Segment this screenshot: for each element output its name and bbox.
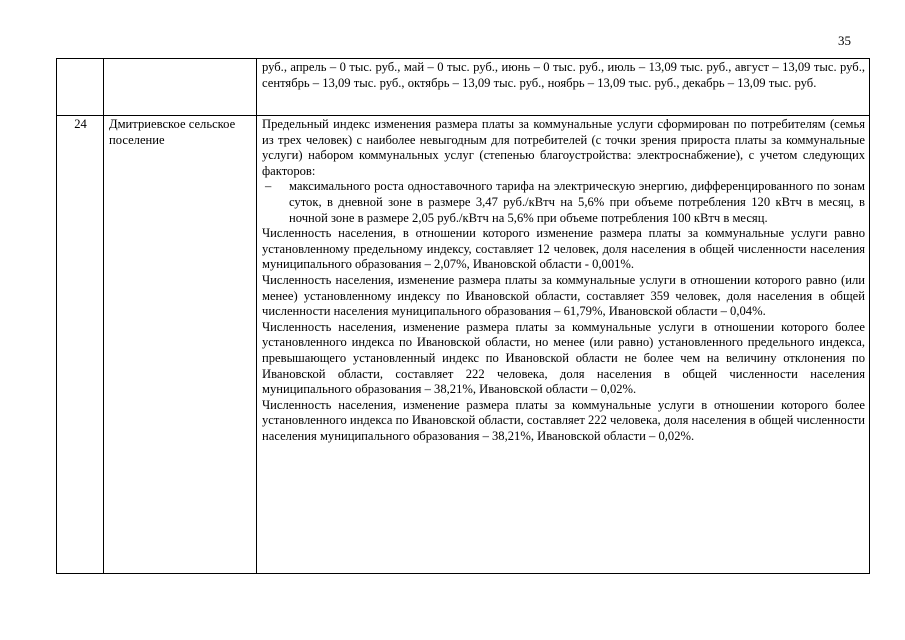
municipality-cell bbox=[104, 59, 257, 116]
description-cell bbox=[257, 59, 870, 116]
intro-paragraph: Предельный индекс изменения размера платы за коммунальные услуги сформирован по потребителям (семья из трех человек) с наиболее невыгодным для потребителей (с точки зрения прироста платы за коммунальные услуги) набором коммунальных услуг (степенью благоустройства: электроснабжение), с учетом следующих факторов: bbox=[262, 117, 865, 178]
population-paragraph-2: Численность населения, изменение размера платы за коммунальные услуги в отношении которого равно (или менее) установленному индексу по Ивановской области, составляет 359 человек, доля населения в общей численности населения муниципального образования – 61,79%, Ивановской области – 0,04%. bbox=[262, 272, 865, 319]
continued-text: руб., апрель – 0 тыс. руб., май – 0 тыс. руб., июнь – 0 тыс. руб., июль – 13,09 тыс. руб., август – 13,09 тыс. руб., сентябрь – 13,09 тыс. руб., октябрь – 13,09 тыс. руб., ноябрь – 13,09 тыс. руб., декабрь – 13,09 тыс. руб. bbox=[262, 60, 865, 90]
municipality-cell: Дмитриевское сельское поселение bbox=[104, 116, 257, 574]
factor-item bbox=[262, 179, 865, 226]
page-number: 35 bbox=[838, 33, 851, 48]
table-row bbox=[57, 59, 870, 116]
dash-mark: – bbox=[265, 179, 272, 194]
population-paragraph-4: Численность населения, изменение размера платы за коммунальные услуги в отношении которого более установленного индекса по Ивановской области, составляет 222 человека, доля населения в общей численности населения муниципального образования – 38,21%, Ивановской области – 0,02%. bbox=[262, 397, 865, 443]
document-table bbox=[56, 58, 870, 574]
population-paragraph-1: Численность населения, в отношении которого изменение размера платы за коммунальные услуги равно установленному предельному индексу, составляет 12 человек, доля населения в общей численности населения муниципального образования – 2,07%, Ивановской области - 0,001%. bbox=[262, 226, 865, 272]
description-cell bbox=[257, 116, 870, 574]
row-number-cell: 24 bbox=[57, 116, 104, 574]
row-number-cell bbox=[57, 59, 104, 116]
population-paragraph-3: Численность населения, изменение размера платы за коммунальные услуги в отношении которого более установленного индекса по Ивановской области, но менее (или равно) установленного предельного индекса, превышающего установленный индекс по Ивановской области не более чем на величину отклонения по Ивановской области, составляет 222 человека, доля населения в общей численности населения муниципального образования – 38,21%, Ивановской области – 0,02%. bbox=[262, 319, 865, 397]
table-row bbox=[57, 116, 870, 574]
factor-text: максимального роста одноставочного тарифа на электрическую энергию, дифференцированного по зонам суток, в дневной зоне в размере 3,47 руб./кВтч на 5,6% при объеме потребления 120 кВтч в месяц, в ночной зоне в размере 2,05 руб./кВтч на 5,6% при объеме потребления 100 кВтч в месяц. bbox=[289, 179, 865, 225]
